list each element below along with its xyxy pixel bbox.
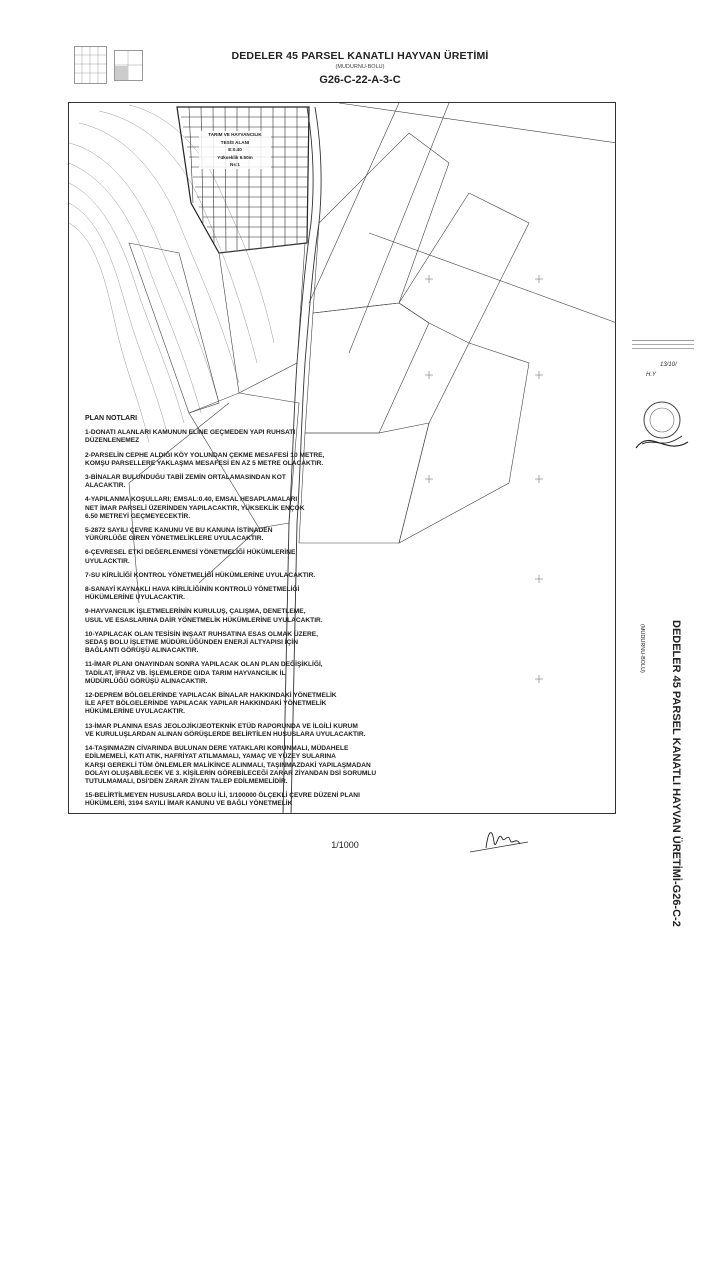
signature — [468, 822, 532, 856]
handwritten-date — [640, 362, 677, 378]
area-label-line: TARIM VE HAYVANCILIK — [208, 132, 262, 137]
plan-note: 10-YAPILACAK OLAN TESİSİN İNŞAAT RUHSATINA ESAS OLMAK ÜZERE, SEDAŞ BOLU İŞLETME MÜDÜRLÜĞÜNDEN ENERJİ ALTYAPISI İÇİN BAĞLANTI GÖRÜŞÜ ALINACAKTIR. — [85, 630, 318, 655]
plan-note: 1-DONATI ALANLARI KAMUNUN ELİNE GEÇMEDEN YAPI RUHSATI DÜZENLENEMEZ — [85, 429, 296, 445]
area-label-line: TESİS ALANI — [220, 139, 250, 145]
plan-note: 8-SANAYİ KAYNAKLI HAVA KİRLİLİĞİNİN KONTROLÜ YÖNETMELİĞİ HÜKÜMLERİNE UYULACAKTIR. — [85, 586, 300, 602]
zoning-map — [68, 102, 616, 814]
handwritten-date-text: 13/10/ — [660, 362, 677, 368]
plan-title: DEDELER 45 PARSEL KANATLI HAYVAN ÜRETİMİ — [231, 50, 489, 62]
area-label-line: E:0.40 — [228, 147, 242, 153]
plan-note: 5-2872 SAYILI ÇEVRE KANUNU VE BU KANUNA İSTİNADEN YÜRÜRLÜĞE GİREN YÖNETMELİKLERE UYULACAKTIR. — [85, 527, 273, 543]
area-label-line: Ns:1 — [230, 162, 240, 168]
plan-note: 7-SU KİRLİLİĞİ KONTROL YÖNETMELİĞİ HÜKÜMLERİNE UYULACAKTIR. — [85, 571, 316, 579]
approval-stamp-text — [632, 340, 694, 351]
plan-note: 11-İMAR PLANI ONAYINDAN SONRA YAPILACAK OLAN PLAN DEĞİŞİKLİĞİ, TADİLAT, İFRAZ VB. İŞLEMLERDE GIDA TARIM HAYVANCILIK İL MÜDÜRLÜĞÜ GÖRÜŞÜ ALINACAKTIR. — [85, 661, 323, 685]
facility-area-label — [199, 131, 271, 169]
sheet-code: G26-C-22-A-3-C — [319, 74, 401, 86]
plan-notes — [85, 415, 465, 814]
plan-note: 6-ÇEVRESEL ETKİ DEĞERLENMESİ YÖNETMELİĞİ HÜKÜMLERİNE UYULACKTIR. — [85, 549, 296, 565]
plan-note: 13-İMAR PLANINA ESAS JEOLOJİK/JEOTEKNİK ETÜD RAPORUNDA VE İLGİLİ KURUM VE KURULUŞLARDAN ALINAN GÖRÜŞLERDE BELİRTİLEN HUSUSLARA UYULACAKTIR. — [85, 722, 366, 738]
plan-notes-heading: PLAN NOTLARI — [85, 415, 138, 422]
plan-note: 3-BİNALAR BULUNDUĞU TABİİ ZEMİN ORTALAMASINDAN KOT ALACAKTIR. — [85, 474, 286, 490]
side-title: DEDELER 45 PARSEL KANATLI HAYVAN ÜRETİMİ-G26-C-2 — [670, 620, 682, 927]
plan-note: 9-HAYVANCILIK İŞLETMELERİNİN KURULUŞ, ÇALIŞMA, DENETLEME, USUL VE ESASLARINA DAİR YÖNETMELİK HÜKÜMLERİNE UYULACAKTIR. — [85, 608, 323, 624]
handwritten-initials: H.Y — [646, 372, 657, 378]
plan-note: 4-YAPILANMA KOŞULLARI; EMSAL:0.40, EMSAL HESAPLAMALARI NET İMAR PARSELİ ÜZERİNDEN YAPILACAKTIR, YÜKSEKLİK ENÇOK 6.50 METREYİ GEÇMEYECEKTİR. — [85, 496, 305, 520]
official-seal — [632, 398, 692, 458]
plan-note: 15-BELİRTİLMEYEN HUSUSLARDA BOLU İLİ, 1/100000 ÖLÇEKLİ ÇEVRE DÜZENİ PLANI HÜKÜMLERİ, 3194 SAYILI İMAR KANUNU VE BAĞLI YÖNETMELİK — [85, 792, 360, 808]
side-subtitle: (MUDURNU-BOLU) — [639, 624, 645, 673]
plan-subtitle: (MUDURNU-BOLU) — [335, 64, 385, 70]
index-grid-map — [74, 46, 146, 84]
plan-note: 2-PARSELİN CEPHE ALDIĞI KÖY YOLUNDAN ÇEKME MESAFESİ 10 METRE, KOMŞU PARSELLERE YAKLAŞMA MESAFESİ EN AZ 5 METRE OLACAKTIR. — [85, 451, 325, 467]
plan-note: 12-DEPREM BÖLGELERİNDE YAPILACAK BİNALAR HAKKINDAKİ YÖNETMELİK İLE AFET BÖLGELERİNDE YAPILACAK YAPILAR HAKKINDAKİ YÖNETMELİK HÜKÜMLERİNE UYULACAKTIR. — [85, 692, 337, 716]
map-scale: 1/1000 — [331, 840, 359, 850]
plan-note: 14-TAŞINMAZIN CİVARINDA BULUNAN DERE YATAKLARI KORUNMALI, MÜDAHELE EDİLMEMELİ, KATI ATIK, HAFRİYAT ATILMAMALI, YAMAÇ VE YÜZEY SULARINA KARŞI GEREKLİ TÜM ÖNLEMLER MALİKİNCE ALINMALI, TAŞINMAZDAKİ YAPILAŞMADAN DOLAYI OLUŞABİLECEK VE 3. KİŞİLERİN GÖREBİLECEĞİ ZARAR ZİYANDAN DSİ SORUMLU TUTULMAMALI, DSİ'DEN ZARAR ZİYAN TALEP EDİLMEMELİDİR. — [85, 745, 377, 785]
area-label-line: Yükseklik 6.50m — [217, 154, 253, 160]
